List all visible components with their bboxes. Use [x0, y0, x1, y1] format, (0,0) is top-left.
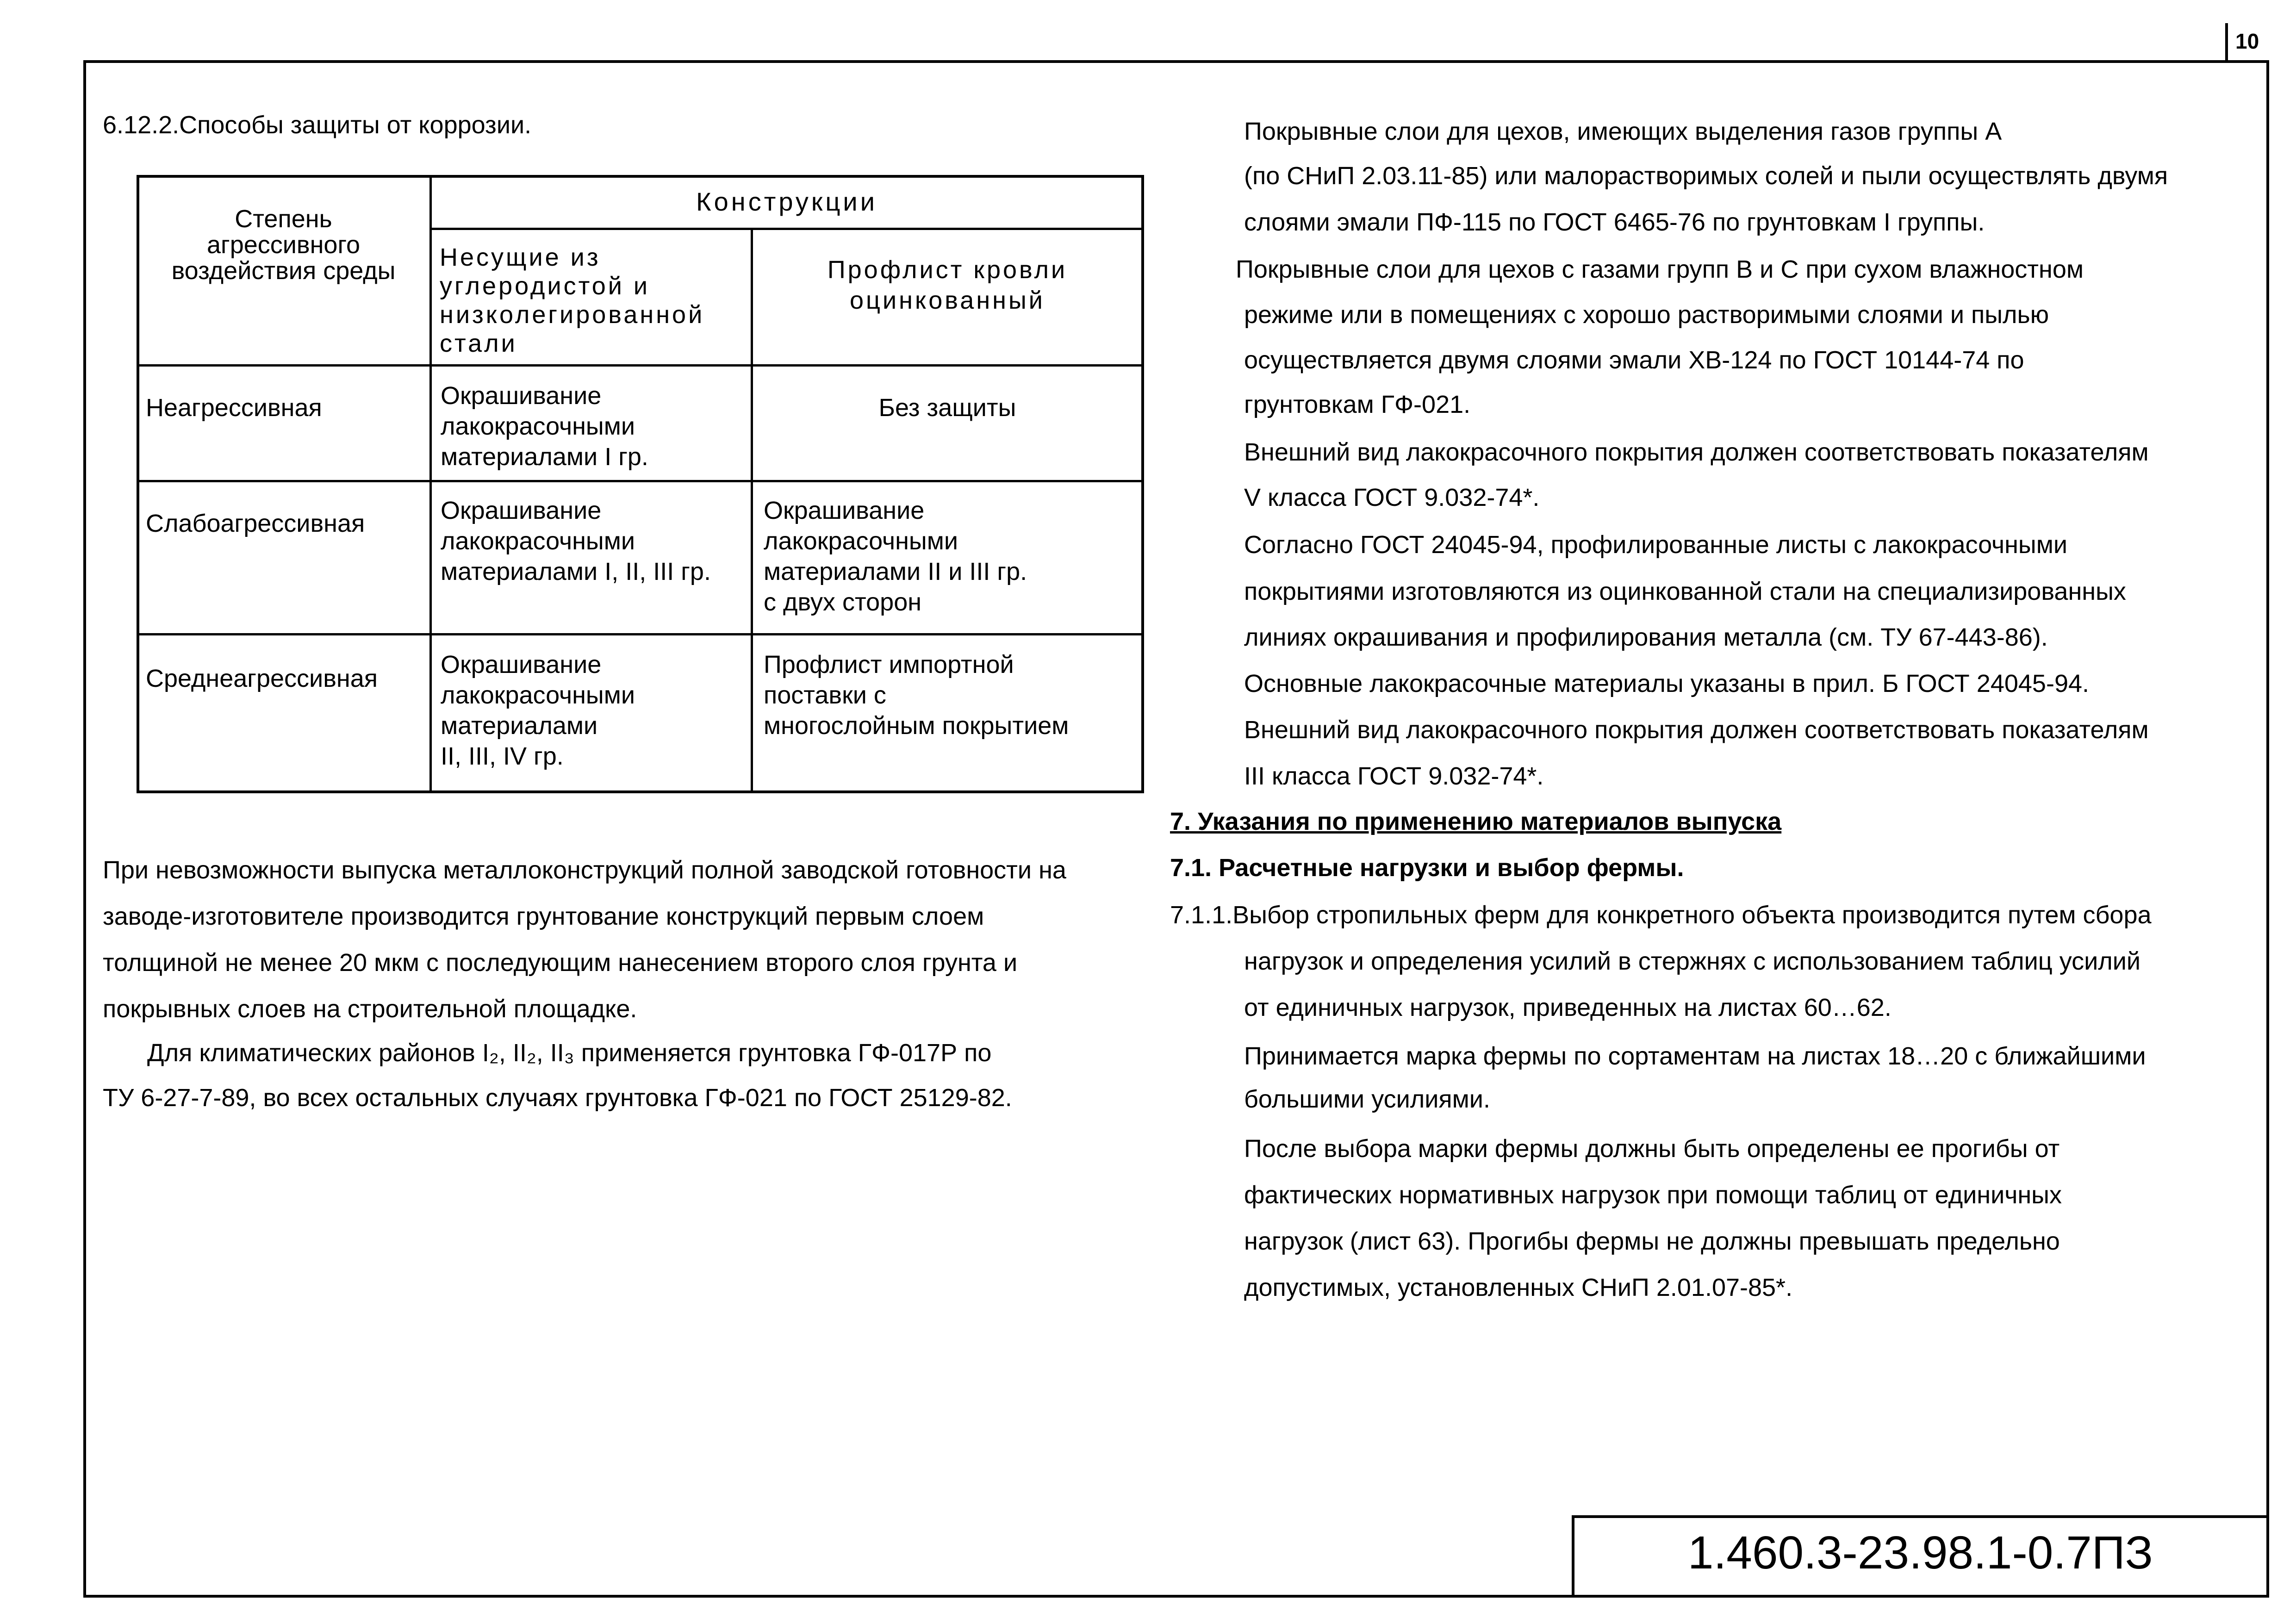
row3-degree: Среднеагрессивная	[146, 665, 378, 692]
row1-profile: Без защиты	[878, 394, 1016, 422]
header-degree: Степень агрессивного воздействия среды	[171, 205, 396, 285]
header-constructions: Конструкции	[696, 187, 877, 216]
row2-profile: Окрашивание лакокрасочными материалами II и III гр. с двух сторон	[764, 497, 1027, 616]
row2-bearing: Окрашивание лакокрасочными материалами I, II, III гр.	[441, 497, 711, 585]
header-bearing: Несущие из углеродистой и низколегированной стали	[440, 243, 705, 357]
header-profile-sheet: Профлист кровли оцинкованный	[827, 256, 1068, 314]
row2-degree: Слабоагрессивная	[146, 510, 365, 537]
row1-bearing: Окрашивание лакокрасочными материалами I гр.	[441, 382, 648, 471]
section-7-heading: 7. Указания по применению материалов выпуска	[1170, 808, 1782, 835]
section-7-1-heading: 7.1. Расчетные нагрузки и выбор фермы.	[1170, 854, 1684, 882]
row1-degree: Неагрессивная	[146, 394, 322, 422]
row3-bearing: Окрашивание лакокрасочными материалами II, III, IV гр.	[441, 651, 635, 770]
document-code: 1.460.3-23.98.1-0.7ПЗ	[1687, 1527, 2153, 1579]
sheet-number: 10	[2235, 29, 2259, 53]
row3-profile: Профлист импортной поставки с многослойным покрытием	[764, 651, 1069, 740]
section-heading-6-12-2: 6.12.2.Способы защиты от коррозии.	[103, 111, 532, 139]
